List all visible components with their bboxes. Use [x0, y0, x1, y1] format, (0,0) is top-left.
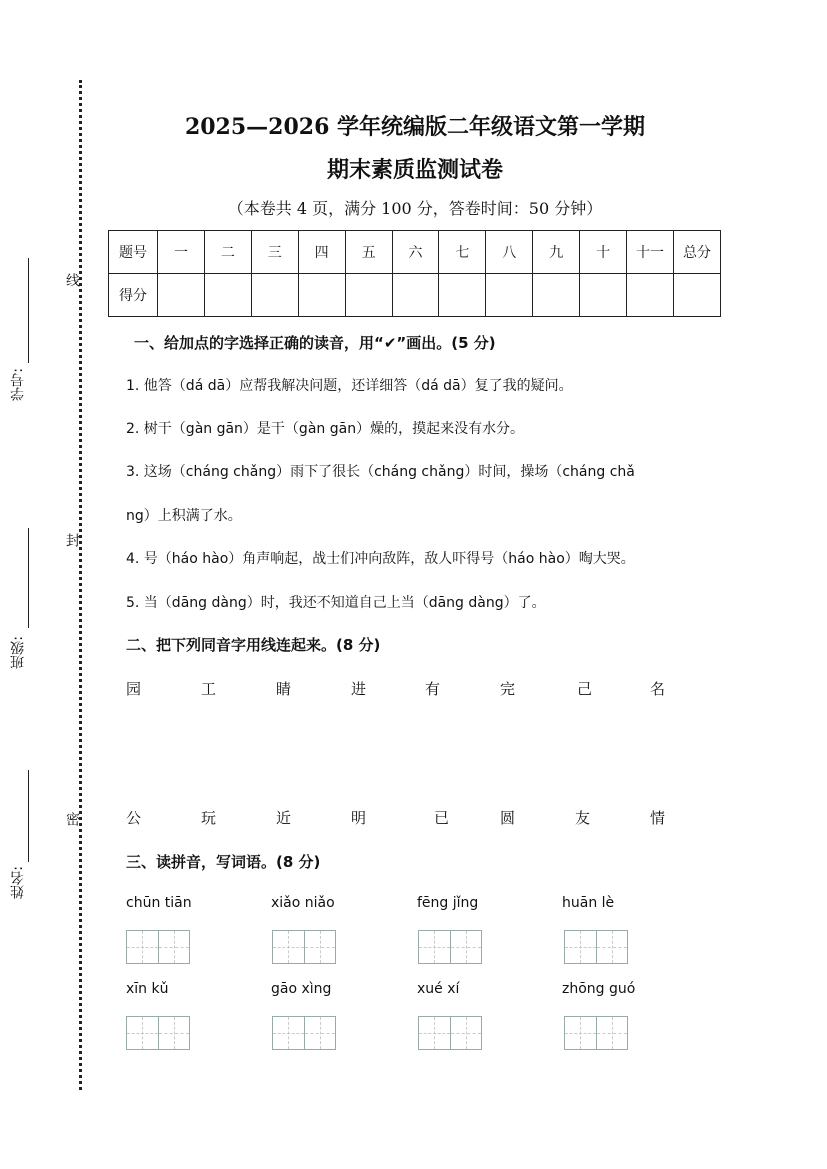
question-line: 4. 号（háo hào）角声响起，战士们冲向敌阵，敌人吓得号（háo hào）啕大哭。 [126, 551, 635, 567]
pinyin-text: gāo xìng [271, 981, 332, 997]
matching-char[interactable]: 近 [276, 809, 292, 827]
score-table-header-row [109, 231, 721, 274]
writing-grid[interactable] [564, 930, 628, 964]
score-row-label: 得分 [109, 274, 158, 317]
matching-char[interactable]: 己 [577, 680, 593, 698]
question-line: 3. 这场（cháng chǎng）雨下了很长（cháng chǎng）时间，操场（cháng chǎ [126, 464, 635, 480]
score-header-cell: 十 [580, 231, 627, 274]
name-label: 姓名: [10, 866, 26, 899]
matching-top-row [126, 678, 686, 698]
writing-grid-row [126, 930, 686, 964]
class-field[interactable] [28, 528, 29, 628]
question-line: 2. 树干（gàn gān）是干（gàn gān）燥的，摸起来没有水分。 [126, 421, 525, 437]
margin-mark-seal: 封 [64, 533, 80, 547]
score-cell[interactable] [486, 274, 533, 317]
matching-bottom-row [126, 807, 686, 827]
pinyin-text: xiǎo niǎo [271, 895, 335, 911]
writing-grid[interactable] [126, 930, 190, 964]
matching-char[interactable]: 睛 [276, 680, 292, 698]
writing-grid[interactable] [126, 1016, 190, 1050]
pinyin-row [126, 981, 686, 1001]
exam-subtitle: （本卷共 4 页，满分 100 分，答卷时间：50 分钟） [227, 199, 603, 218]
section2-heading: 二、把下列同音字用线连起来。(8 分) [126, 636, 381, 654]
exam-title-line2: 期末素质监测试卷 [326, 157, 503, 183]
matching-char[interactable]: 友 [575, 809, 591, 827]
matching-char[interactable]: 玩 [201, 809, 217, 827]
score-cell[interactable] [251, 274, 298, 317]
score-header-cell: 总分 [673, 231, 720, 274]
score-header-cell: 五 [345, 231, 392, 274]
pinyin-text: fēng jǐng [417, 895, 479, 911]
margin-mark-secret: 密 [64, 812, 80, 826]
matching-char[interactable]: 进 [351, 680, 367, 698]
score-cell[interactable] [580, 274, 627, 317]
matching-char[interactable]: 园 [126, 680, 142, 698]
section1-heading: 一、给加点的字选择正确的读音，用“✔”画出。(5 分) [134, 334, 496, 352]
score-table-score-row [109, 274, 721, 317]
pinyin-text: xué xí [417, 981, 460, 997]
pinyin-row [126, 895, 686, 915]
writing-grid-row [126, 1016, 686, 1050]
matching-char[interactable]: 完 [500, 680, 516, 698]
question-line: ng）上积满了水。 [126, 508, 242, 524]
score-cell[interactable] [533, 274, 580, 317]
pinyin-text: huān lè [562, 895, 615, 911]
student-no-field[interactable] [28, 258, 29, 363]
binding-dotted-line [79, 80, 82, 1090]
score-cell[interactable] [298, 274, 345, 317]
score-cell[interactable] [345, 274, 392, 317]
writing-grid[interactable] [564, 1016, 628, 1050]
score-cell[interactable] [392, 274, 439, 317]
matching-char[interactable]: 明 [351, 809, 367, 827]
score-header-cell: 题号 [109, 231, 158, 274]
section3-heading: 三、读拼音，写词语。(8 分) [126, 853, 321, 871]
matching-char[interactable]: 工 [201, 680, 217, 698]
score-cell[interactable] [204, 274, 251, 317]
writing-grid[interactable] [272, 1016, 336, 1050]
score-header-cell: 一 [158, 231, 205, 274]
score-header-cell: 二 [204, 231, 251, 274]
score-header-cell: 三 [251, 231, 298, 274]
matching-char[interactable]: 已 [434, 809, 450, 827]
score-header-cell: 九 [533, 231, 580, 274]
matching-char[interactable]: 有 [425, 680, 441, 698]
score-header-cell: 七 [439, 231, 486, 274]
score-header-cell: 六 [392, 231, 439, 274]
score-cell[interactable] [439, 274, 486, 317]
pinyin-text: xīn kǔ [126, 981, 169, 997]
writing-grid[interactable] [272, 930, 336, 964]
margin-mark-line: 线 [64, 273, 80, 287]
question-line: 1. 他答（dá dā）应帮我解决问题，还详细答（dá dā）复了我的疑问。 [126, 378, 573, 394]
writing-grid[interactable] [418, 930, 482, 964]
pinyin-text: chūn tiān [126, 895, 192, 911]
score-cell[interactable] [627, 274, 674, 317]
student-no-label: 学号: [10, 368, 26, 401]
score-table [108, 230, 721, 317]
question-line: 5. 当（dāng dàng）时，我还不知道自己上当（dāng dàng）了。 [126, 595, 546, 611]
writing-grid[interactable] [418, 1016, 482, 1050]
pinyin-text: zhōng guó [562, 981, 636, 997]
matching-char[interactable]: 名 [650, 680, 666, 698]
class-label: 班级: [10, 636, 26, 669]
matching-char[interactable]: 圆 [500, 809, 516, 827]
name-field[interactable] [28, 770, 29, 862]
matching-char[interactable]: 公 [126, 809, 142, 827]
score-header-cell: 十一 [627, 231, 674, 274]
score-header-cell: 四 [298, 231, 345, 274]
exam-title-line1: 2025—2026 学年统编版二年级语文第一学期 [184, 114, 646, 140]
score-cell[interactable] [673, 274, 720, 317]
score-header-cell: 八 [486, 231, 533, 274]
matching-char[interactable]: 情 [650, 809, 666, 827]
score-cell[interactable] [158, 274, 205, 317]
